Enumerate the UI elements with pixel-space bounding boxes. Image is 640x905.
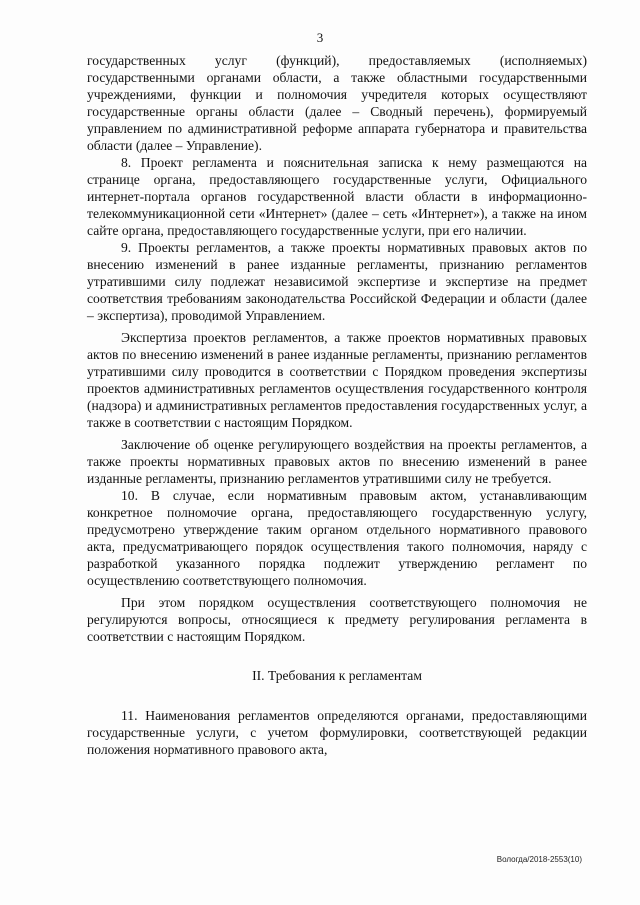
paragraph-expertise: Экспертиза проектов регламентов, а также проектов нормативных правовых актов по внесению изменений в ранее изданные регламенты, признанию регламентов утратившими силу проводится в соответствии с Порядком проведения экспертизы проектов административных регламентов осуществления государственного контроля (надзора) и административных регламентов предоставления государственных услуг, а также в соответствии с настоящим Порядком. [87, 330, 587, 430]
paragraph-8: 8. Проект регламента и пояснительная записка к нему размещаются на странице органа, предоставляющего государственные услуги, Официального интернет-портала органов государственной власти области в информационно-телекоммуникационной сети «Интернет» (далее – сеть «Интернет»), а также на ином сайте органа, предоставляющего государственные услуги, при его наличии. [87, 155, 587, 238]
footer-code: Вологда/2018-2553(10) [496, 855, 582, 864]
paragraph-conclusion: Заключение об оценке регулирующего воздействия на проекты регламентов, а также проекты нормативных правовых актов по внесению изменений в ранее изданные регламенты, признанию регламентов утратившими силу не требуется. [87, 437, 587, 486]
paragraph-10: 10. В случае, если нормативным правовым актом, устанавливающим конкретное полномочие органа, предоставляющего государственную услугу, предусмотрено утверждение таким органом отдельного нормативного правового акта, предусматривающего порядок осуществления такого полномочия, наряду с разработкой указанного порядка подлежит утверждению регламент по осуществлению соответствующего полномочия. [87, 488, 587, 588]
paragraph-continuation: государственных услуг (функций), предоставляемых (исполняемых) государственными органами области, а также областными государственными учреждениями, функции и полномочия учредителя которых осуществляют государственные органы области (далее – Сводный перечень), формируемый управлением по административной реформе аппарата губернатора и правительства области (далее – Управление). [87, 53, 587, 153]
page-number: 3 [316, 30, 324, 45]
paragraph-11: 11. Наименования регламентов определяются органами, предоставляющими государственные услуги, с учетом формулировки, соответствующей редакции положения нормативного правового акта, [87, 708, 587, 757]
paragraph-9: 9. Проекты регламентов, а также проекты нормативных правовых актов по внесению изменений в ранее изданные регламенты, признанию регламентов утратившими силу подлежат независимой экспертизе и экспертизе на предмет соответствия требованиям законодательства Российской Федерации и области (далее – экспертиза), проводимой Управлением. [87, 240, 587, 323]
document-body [87, 52, 587, 758]
section-heading: II. Требования к регламентам [252, 668, 422, 683]
paragraph-procedure: При этом порядком осуществления соответствующего полномочия не регулируются вопросы, относящиеся к предмету регулирования регламента в соответствии с настоящим Порядком. [87, 595, 587, 644]
